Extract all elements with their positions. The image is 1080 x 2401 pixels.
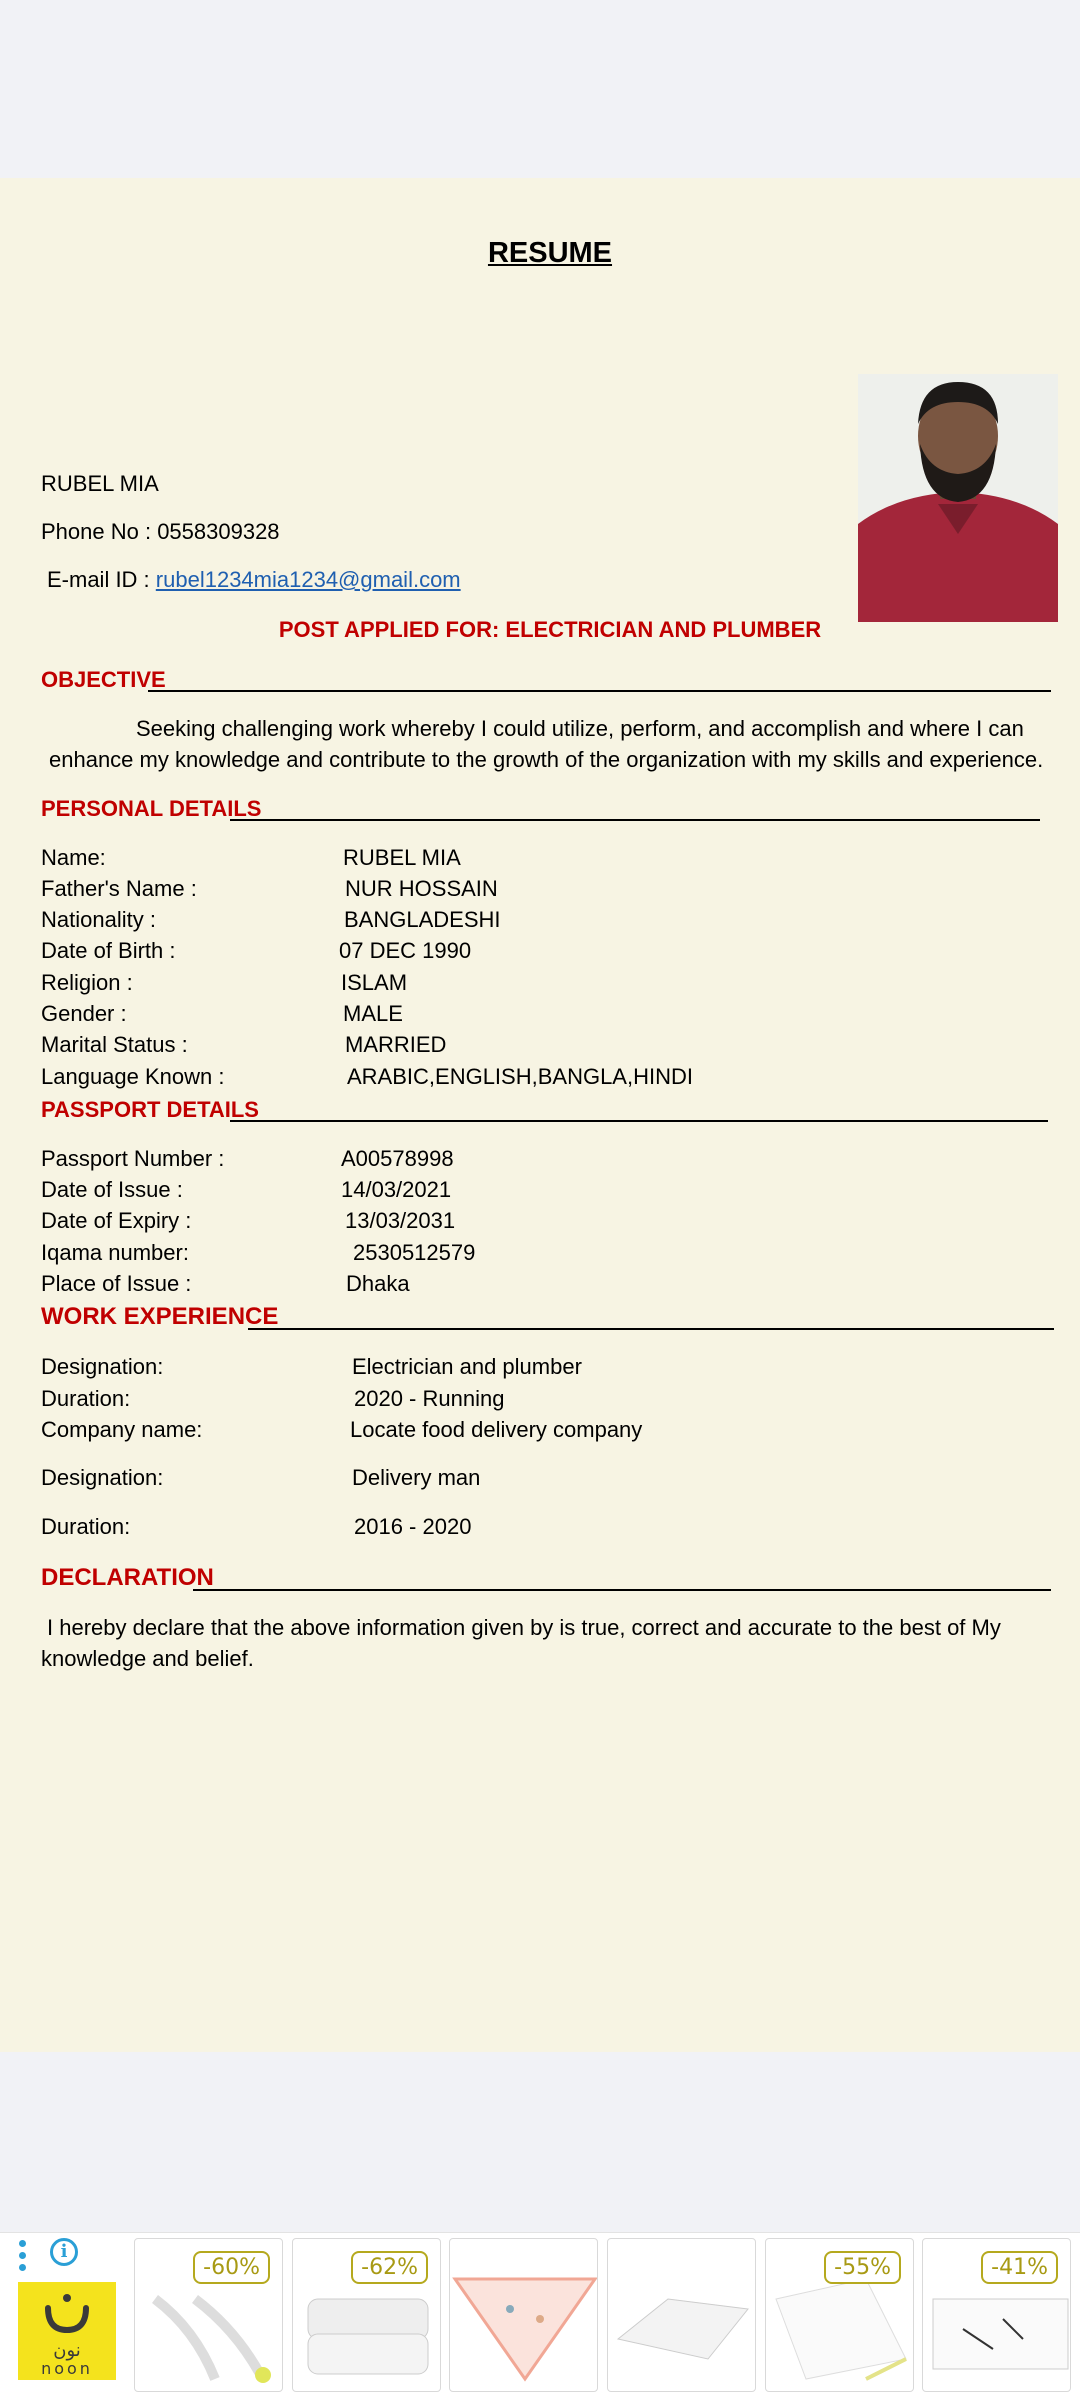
detail-value: 07 DEC 1990 xyxy=(339,938,472,963)
objective-line-1: Seeking challenging work whereby I could utilize, perform, and accomplish and where I can xyxy=(136,716,1024,741)
detail-label: Father's Name : xyxy=(41,876,197,901)
discount-badge: -55% xyxy=(824,2251,901,2284)
discount-badge: -62% xyxy=(351,2251,428,2284)
detail-value: MARRIED xyxy=(345,1032,447,1057)
product-card-toothbrush[interactable] xyxy=(134,2238,283,2392)
detail-label: Company name: xyxy=(41,1417,203,1442)
email-label: E-mail ID : xyxy=(47,567,156,592)
more-options-icon[interactable] xyxy=(18,2240,28,2272)
detail-value: Dhaka xyxy=(346,1271,410,1296)
resume-title: RESUME xyxy=(487,237,613,269)
detail-label: Date of Expiry : xyxy=(41,1208,192,1233)
product-card-baby-swaddle[interactable] xyxy=(449,2238,598,2392)
detail-value: 2530512579 xyxy=(353,1240,476,1265)
detail-label: Date of Birth : xyxy=(41,938,176,963)
detail-label: Language Known : xyxy=(41,1064,225,1089)
section-divider xyxy=(148,690,1051,692)
detail-label: Designation: xyxy=(41,1354,164,1379)
product-card-mattress-pad[interactable] xyxy=(607,2238,756,2392)
detail-value: 2020 - Running xyxy=(354,1386,505,1411)
detail-value: ARABIC,ENGLISH,BANGLA,HINDI xyxy=(347,1064,693,1089)
section-divider xyxy=(230,819,1040,821)
detail-label: Duration: xyxy=(41,1386,131,1411)
noon-logo[interactable] xyxy=(18,2282,116,2380)
objective-line-2: enhance my knowledge and contribute to the growth of the organization with my skills and experience. xyxy=(49,747,1044,772)
noon-brand-text: noon xyxy=(41,2359,93,2378)
profile-photo xyxy=(858,374,1058,622)
detail-value: 14/03/2021 xyxy=(341,1177,452,1202)
section-divider xyxy=(193,1589,1051,1591)
candidate-name: RUBEL MIA xyxy=(41,471,159,496)
discount-badge: -41% xyxy=(981,2251,1058,2284)
detail-value: 13/03/2031 xyxy=(345,1208,456,1233)
person-photo-icon xyxy=(858,374,1058,622)
declaration-line-1: I hereby declare that the above information given by is true, correct and accurate to the best of My xyxy=(47,1615,1001,1640)
objective-heading: OBJECTIVE xyxy=(41,667,166,692)
declaration-heading: DECLARATION xyxy=(41,1564,214,1591)
detail-value: RUBEL MIA xyxy=(343,845,461,870)
info-icon[interactable]: i xyxy=(50,2238,78,2266)
detail-value: Electrician and plumber xyxy=(352,1354,582,1379)
passport-details-heading: PASSPORT DETAILS xyxy=(41,1097,259,1122)
detail-value: MALE xyxy=(343,1001,403,1026)
email-link[interactable]: rubel1234mia1234@gmail.com xyxy=(155,567,461,592)
noon-arabic-text: نون xyxy=(53,2340,81,2361)
phone-number: Phone No : 0558309328 xyxy=(41,519,280,544)
detail-value: BANGLADESHI xyxy=(344,907,501,932)
detail-label: Place of Issue : xyxy=(41,1271,192,1296)
detail-label: Passport Number : xyxy=(41,1146,225,1171)
detail-label: Duration: xyxy=(41,1514,131,1539)
detail-label: Iqama number: xyxy=(41,1240,189,1265)
section-divider xyxy=(248,1328,1054,1330)
detail-label: Nationality : xyxy=(41,907,156,932)
detail-value: Delivery man xyxy=(352,1465,481,1490)
product-image-icon xyxy=(450,2239,598,2392)
product-image-icon xyxy=(608,2239,756,2392)
declaration-line-2: knowledge and belief. xyxy=(41,1646,254,1671)
work-experience-heading: WORK EXPERIENCE xyxy=(41,1303,279,1330)
section-divider xyxy=(230,1120,1048,1122)
personal-details-heading: PERSONAL DETAILS xyxy=(41,796,262,821)
email-line xyxy=(47,567,461,593)
detail-label: Marital Status : xyxy=(41,1032,188,1057)
discount-badge: -60% xyxy=(193,2251,270,2284)
product-card-mattress-protector[interactable] xyxy=(765,2238,914,2392)
noon-logo-icon xyxy=(18,2282,116,2380)
detail-value: Locate food delivery company xyxy=(350,1417,643,1442)
detail-value: NUR HOSSAIN xyxy=(345,876,498,901)
detail-label: Religion : xyxy=(41,970,133,995)
product-card-pillow[interactable] xyxy=(292,2238,441,2392)
post-applied: POST APPLIED FOR: ELECTRICIAN AND PLUMBER xyxy=(278,617,822,642)
detail-label: Name: xyxy=(41,845,106,870)
detail-value: 2016 - 2020 xyxy=(354,1514,472,1539)
detail-label: Gender : xyxy=(41,1001,127,1026)
detail-value: A00578998 xyxy=(341,1146,454,1171)
detail-label: Designation: xyxy=(41,1465,164,1490)
detail-value: ISLAM xyxy=(341,970,408,995)
detail-label: Date of Issue : xyxy=(41,1177,183,1202)
product-card-printed-sheet[interactable] xyxy=(922,2238,1071,2392)
